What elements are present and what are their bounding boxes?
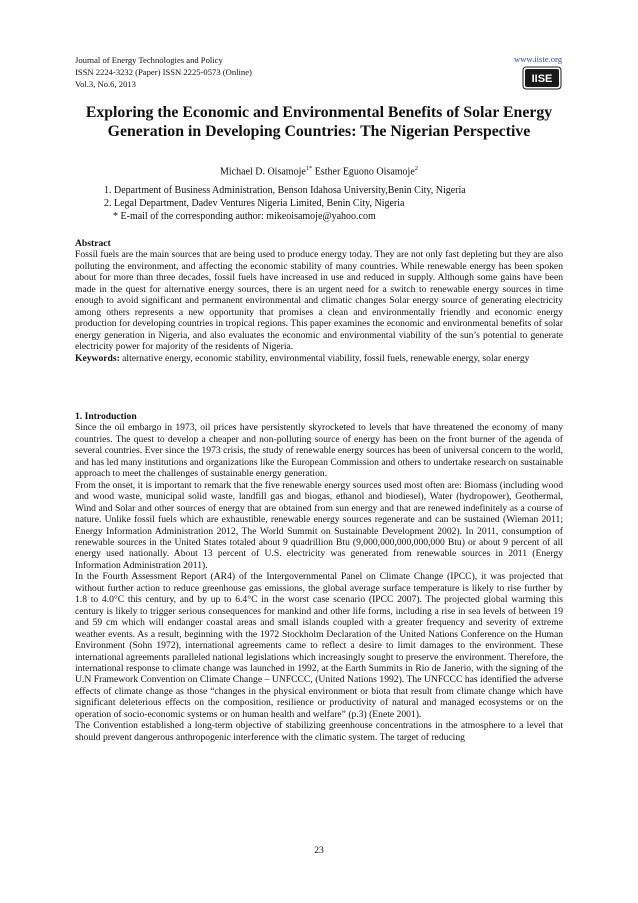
abstract-heading: Abstract: [75, 238, 111, 249]
keywords-label: Keywords:: [75, 352, 120, 364]
affiliation-2: 2. Legal Department, Dadev Ventures Nigeria Limited, Benin City, Nigeria: [104, 198, 405, 209]
page-number: 23: [314, 845, 324, 856]
abstract-section: [75, 238, 563, 364]
corresponding-email: * E-mail of the corresponding author: mikeoisamoje@yahoo.com: [113, 211, 376, 222]
journal-header: [75, 54, 252, 90]
journal-volume: Vol.3, No.6, 2013: [75, 79, 136, 89]
abstract-text: Fossil fuels are the main sources that are being used to produce energy today. They are not only fast depleting but they are also polluting the environment, and affecting the economic stability of many countries. While renewable energy has been spoken about for more than three decades, fossil fuels have increased in use and reduced in supply. Although some gains have been made in the quest for alternative energy sources, there is an urgent need for a switch to renewable energy sources in time enough to avoid significant and permanent environmental and climatic changes Solar energy source of generating electricity among others represents a new opportunity that promises a clean and environmentally friendly and economic energy production for developing countries in tropical regions. This paper examines the economic and environmental benefits of solar energy generation in Nigeria, and also evaluates the economic and environmental viability of the sun’s potential to generate electricity power for majority of the residents of Nigeria.: [75, 249, 563, 353]
keywords-line: [75, 353, 563, 364]
introduction-section: [75, 411, 563, 743]
intro-paragraph: The Convention established a long-term objective of stabilizing greenhouse concentrations in the atmosphere to a level that should prevent dangerous anthropogenic interference with the climatic system. The target of reducing: [75, 720, 563, 743]
author-1-mark: 1*: [305, 165, 313, 172]
intro-paragraph: Since the oil embargo in 1973, oil prices have persistently skyrocketed to levels that have threatened the economy of many countries. The quest to develop a cheaper and non-polluting source of energy has been on the front burner of the agenda of several countries. Ever since the 1973 crisis, the study of renewable energy sources has been of universal concern to the world, and has led many institutions and organizations like the European Commission and others to undertake research on sustainable approach to meet the challenges of sustainable energy generation.: [75, 422, 563, 480]
iiste-logo: [522, 65, 562, 91]
keywords-text: alternative energy, economic stability, environmental viability, fossil fuels, renewable energy, solar energy: [119, 352, 530, 364]
author-2: Esther Eguono Oisamoje: [312, 166, 415, 178]
introduction-heading: 1. Introduction: [75, 411, 137, 422]
journal-name: Journal of Energy Technologies and Policy: [75, 55, 223, 65]
author-2-mark: 2: [414, 165, 419, 172]
affiliation-1: 1. Department of Business Administration, Benson Idahosa University,Benin City, Nigeria: [104, 185, 466, 196]
logo-text: IISE: [531, 73, 553, 85]
author-1: Michael D. Oisamoje: [219, 166, 306, 178]
paper-title: Exploring the Economic and Environmental Benefits of Solar Energy Generation in Developing Countries: The Nigerian Perspective: [85, 104, 553, 140]
author-line: [75, 165, 563, 177]
intro-paragraph: In the Fourth Assessment Report (AR4) of the Intergovernmental Panel on Climate Change (IPCC), it was projected that without further action to reduce greenhouse gas emissions, the global average surface temperature is likely to rise further by 1.8 to 4.0°C this century, and by up to 6.4°C in the worst case scenario (IPCC 2007). The projected global warming this century is likely to trigger serious consequences for mankind and other life forms, including a rise in sea levels of between 19 and 59 cm which will endanger coastal areas and small islands coupled with a greater frequency and severity of extreme weather events. As a result, beginning with the 1972 Stockholm Declaration of the United Nations Conference on the Human Environment (Sohn 1972), international agreements came to reflect a desire to limit damages to the environment. These international agreements paralleled national legislations which increasingly sought to preserve the environment. Therefore, the international response to climate change was launched in 1992, at the Earth Summits in Rio de Janerio, with the signing of the U.N Framework Convention on Climate Change – UNFCCC, (United Nations 1992). The UNFCCC has identified the adverse effects of climate change as those “changes in the physical environment or biota that result from climate change which have significant deleterious effects on the composition, resilience or productivity of natural and managed ecosystems or on the operation of socio-economic systems or on human health and welfare” (p.3) (Enete 2001).: [75, 571, 563, 720]
journal-url[interactable]: www.iiste.org: [514, 54, 562, 64]
intro-paragraph: From the onset, it is important to remark that the five renewable energy sources used most often are: Biomass (including wood and wood waste, municipal solid waste, landfill gas and biogas, ethanol and biodiesel), Water (hydropower), Geothermal, Wind and Solar and other sources of energy that are obtained from sun energy and that are renewed indefinitely as a course of nature. Unlike fossil fuels which are exhaustible, renewable energy sources regenerate and can be sustained (Wieman 2011; Energy Information Administration 2012, The World Summit on Sustainable Development 2002). In 2011, consumption of renewable sources in the United States totaled about 9 quadrillion Btu (9,000,000,000,000,000 Btu) or about 9 percent of all energy used nationally. About 13 percent of U.S. electricity was generated from renewable sources in 2011 (Energy Information Administration 2011).: [75, 479, 563, 571]
journal-issn: ISSN 2224-3232 (Paper) ISSN 2225-0573 (Online): [75, 67, 252, 77]
